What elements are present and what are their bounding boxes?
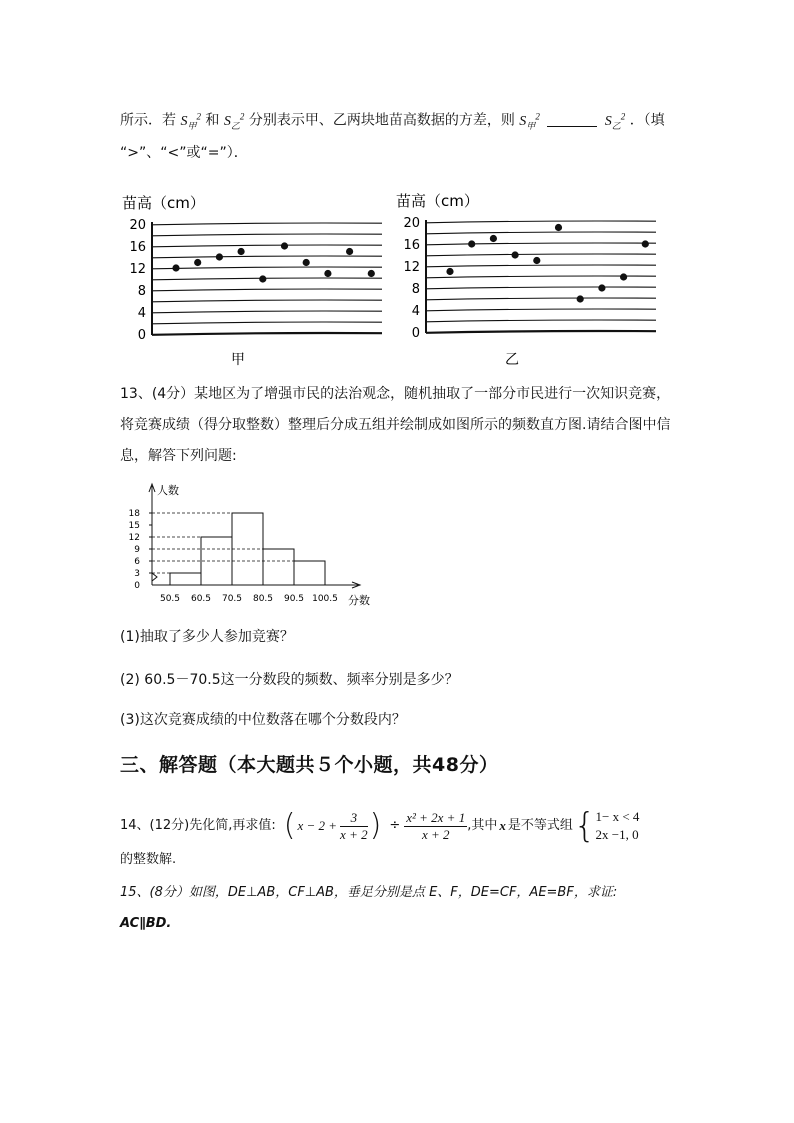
variance-yi: $S_乙^2$	[223, 111, 245, 131]
q14-suffix: 是不等式组	[507, 818, 573, 833]
y-tick-label: 0	[137, 328, 146, 343]
histogram-bar	[263, 549, 294, 585]
q12-line2: “>”、“<”或“=”）．	[120, 145, 248, 161]
y-tick-label: 8	[137, 284, 146, 299]
y-tick-label: 12	[128, 533, 140, 543]
grid-line	[426, 254, 656, 256]
q14-mid: ,其中	[467, 818, 498, 833]
grid-line	[152, 278, 382, 280]
data-point	[324, 270, 331, 277]
q14-prefix: 14、(12分)先化简,再求值:	[120, 818, 276, 833]
x-tick-label: 100.5	[312, 594, 338, 604]
y-tick-label: 8	[411, 282, 420, 297]
y-tick-label: 18	[128, 509, 140, 519]
y-tick-label: 16	[403, 238, 420, 253]
q12-text-b: 分别表示甲、乙两块地苗高数据的方差，则	[248, 112, 515, 129]
grid-line	[426, 232, 656, 234]
x-tick-label: 80.5	[252, 594, 274, 604]
x-tick-label: 60.5	[190, 594, 212, 604]
variance-jia-2: $S_甲^2$	[519, 111, 540, 131]
data-point	[368, 270, 375, 277]
grid-line	[152, 289, 382, 291]
y-tick-label: 16	[129, 240, 146, 255]
grid-line	[426, 221, 656, 223]
q13-line2: 将竞赛成绩（得分取整数）整理后分成五组并绘制成如图所示的频数直方图.请结合图中信	[120, 417, 671, 433]
data-point	[598, 284, 605, 291]
q12-line1	[120, 106, 665, 135]
q12-text-a: 所示．若	[120, 112, 176, 129]
y-tick-label: 12	[129, 262, 146, 277]
chart-title: 苗高（cm）	[396, 192, 479, 210]
fraction-1: $\frac{3}{x + 2}$	[340, 809, 368, 842]
data-point	[642, 240, 649, 247]
chart-label: 乙	[505, 352, 519, 368]
grid-line	[152, 322, 382, 324]
chart-yi	[392, 184, 664, 374]
y-tick-label: 4	[411, 304, 420, 319]
data-point	[172, 264, 179, 271]
q13-sub2: (2) 60.5－70.5这一分数段的频数、频率分别是多少？	[120, 672, 459, 688]
q14-var: x	[499, 818, 506, 833]
q12-and: 和	[205, 112, 220, 129]
q14-div: ÷	[389, 818, 401, 833]
y-tick-label: 20	[129, 218, 146, 233]
x-tick-label: 50.5	[159, 594, 181, 604]
answer-blank[interactable]	[547, 112, 597, 127]
chart-title: 苗高（cm）	[122, 194, 205, 212]
q14-line1	[120, 808, 639, 844]
q13-sub1: (1)抽取了多少人参加竞赛？	[120, 629, 294, 645]
x-axis-label: 分数	[348, 594, 370, 607]
axis-break	[152, 573, 157, 581]
ineq-2: 2x −1, 0	[595, 827, 639, 842]
paren-close: )	[369, 808, 382, 843]
grid-line	[426, 265, 656, 267]
variance-jia: $S_甲^2$	[180, 111, 201, 131]
data-point	[216, 253, 223, 260]
data-point	[490, 235, 497, 242]
grid-line	[152, 333, 382, 335]
y-tick-label: 0	[134, 581, 140, 591]
chart-label: 甲	[231, 352, 245, 368]
grid-line	[152, 267, 382, 269]
q14-expr-left: x − 2 +	[297, 818, 338, 833]
grid-line	[426, 309, 656, 311]
chart-jia	[118, 186, 390, 371]
grid-line	[152, 245, 382, 247]
data-point	[446, 268, 453, 275]
data-point	[238, 248, 245, 255]
q13-sub3: (3)这次竞赛成绩的中位数落在哪个分数段内？	[120, 712, 406, 728]
data-point	[577, 295, 584, 302]
grid-line	[426, 243, 656, 245]
y-tick-label: 3	[134, 569, 140, 579]
histogram	[120, 480, 390, 608]
grid-line	[152, 300, 382, 302]
q15-line2: AC∥BD.	[120, 916, 172, 931]
x-tick-label: 70.5	[221, 594, 243, 604]
grid-line	[152, 223, 382, 225]
q12-text-c: ．（填	[629, 112, 665, 129]
data-point	[555, 224, 562, 231]
y-axis-label: 人数	[157, 484, 179, 497]
fraction-2: $\frac{\text{x² + 2x + 1}}{x + 2}$	[406, 809, 466, 842]
brace-icon: {	[573, 806, 596, 846]
grid-line	[426, 331, 656, 333]
ineq-1: 1− x < 4	[595, 809, 640, 824]
inequality-system	[596, 808, 640, 844]
grid-line	[152, 311, 382, 313]
y-tick-label: 15	[128, 521, 140, 531]
variance-yi-2: $S_乙^2$	[604, 111, 626, 131]
data-point	[620, 273, 627, 280]
histogram-bar	[294, 561, 325, 585]
y-tick-label: 0	[411, 326, 420, 341]
paren-open: (	[283, 808, 296, 843]
data-point	[303, 259, 310, 266]
data-point	[281, 242, 288, 249]
data-point	[533, 257, 540, 264]
section-heading: 三、解答题（本大题共５个小题，共48分）	[120, 754, 499, 776]
y-tick-label: 9	[134, 545, 140, 555]
q13-line3: 息，解答下列问题:	[120, 448, 237, 464]
q13-line1: 13、(4分）某地区为了增强市民的法治观念，随机抽取了一部分市民进行一次知识竞赛，	[120, 386, 671, 402]
data-point	[512, 251, 519, 258]
grid-line	[426, 298, 656, 300]
grid-line	[426, 287, 656, 289]
y-tick-label: 4	[137, 306, 146, 321]
y-tick-label: 12	[403, 260, 420, 275]
data-point	[346, 248, 353, 255]
data-point	[194, 259, 201, 266]
grid-line	[426, 320, 656, 322]
q14-line2: 的整数解.	[120, 852, 177, 867]
x-tick-label: 90.5	[283, 594, 305, 604]
q15-line1: 15、(8分）如图，DE⊥AB，CF⊥AB，垂足分别是点 E、F，DE=CF，AE=BF，求证:	[120, 885, 618, 900]
grid-line	[152, 256, 382, 258]
y-tick-label: 6	[134, 557, 140, 567]
data-point	[259, 275, 266, 282]
grid-line	[152, 234, 382, 236]
y-tick-label: 20	[403, 216, 420, 231]
histogram-bar	[170, 573, 201, 585]
data-point	[468, 240, 475, 247]
